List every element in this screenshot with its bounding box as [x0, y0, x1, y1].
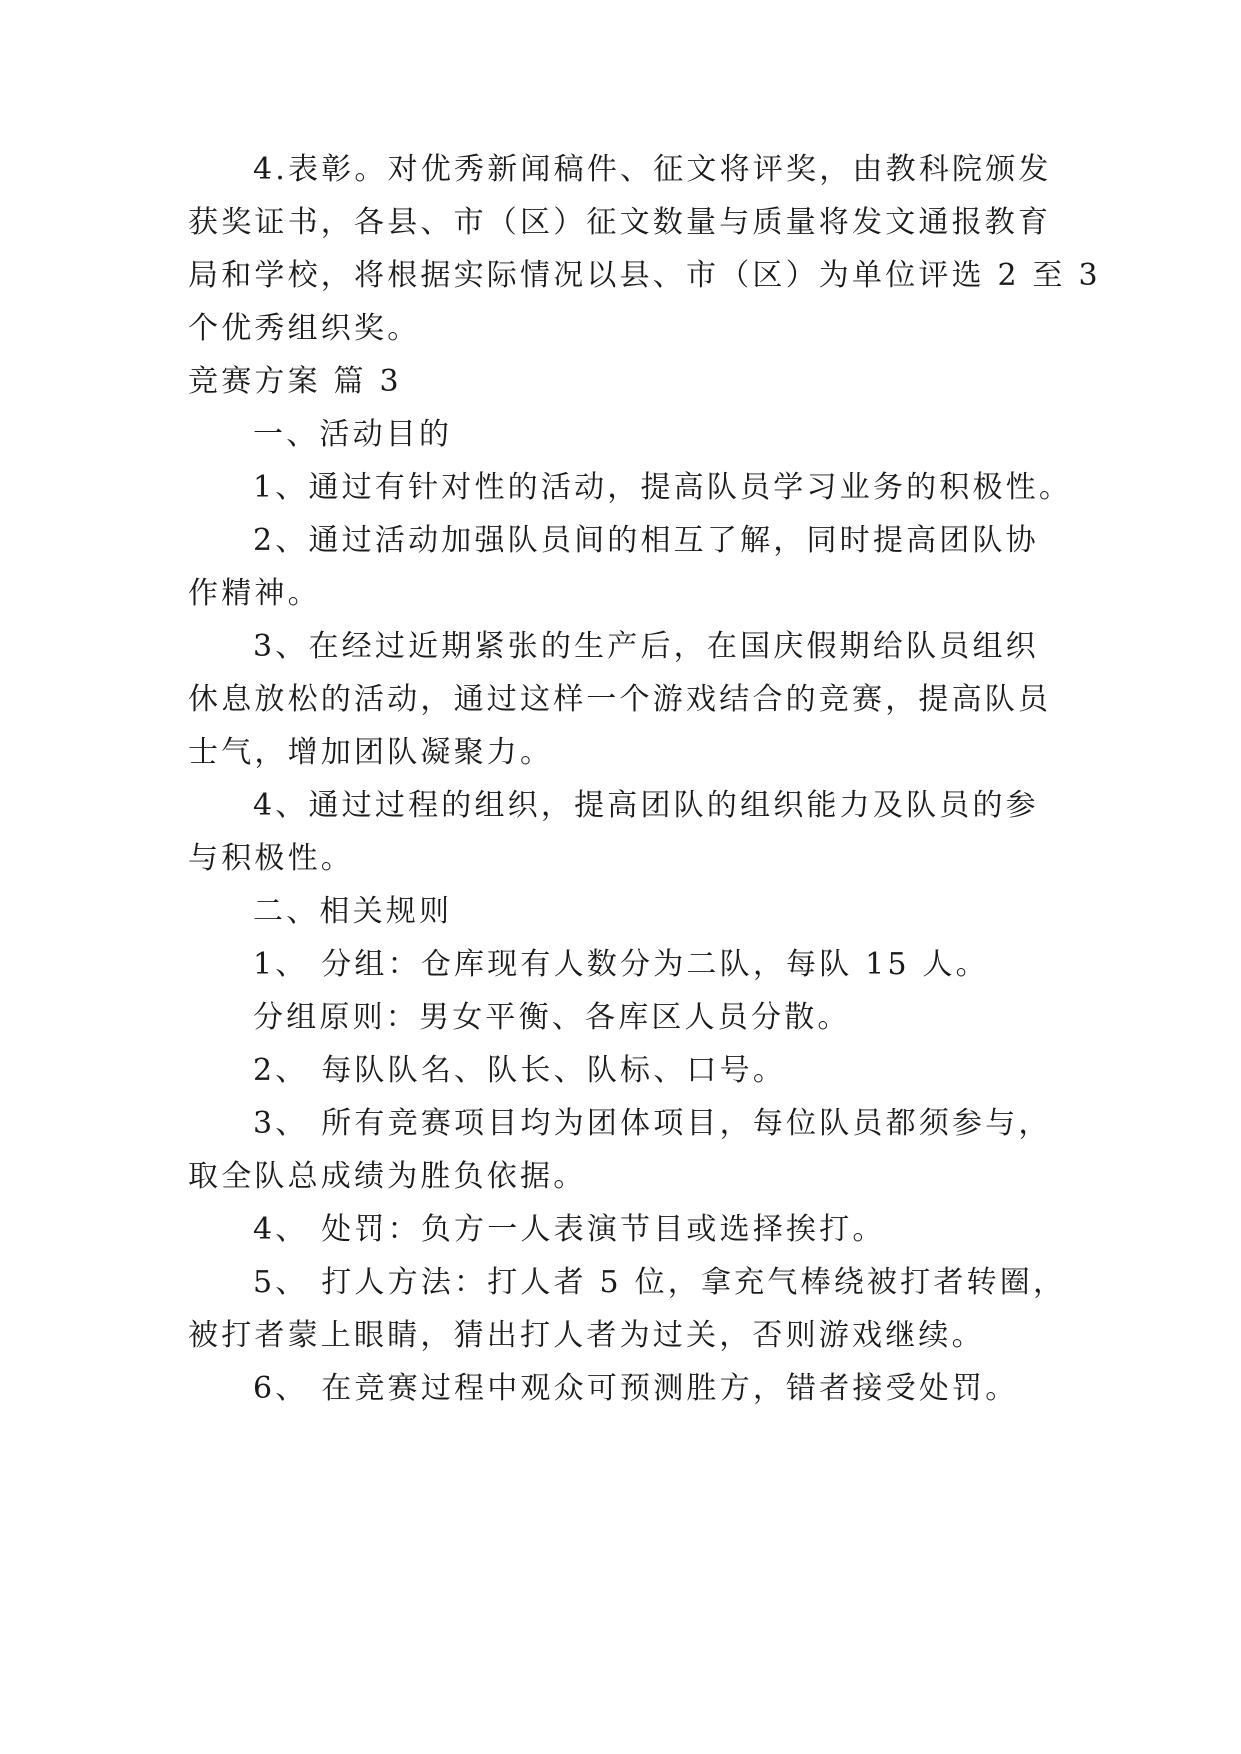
- text-line: 4.表彰。对优秀新闻稿件、征文将评奖，由教科院颁发: [253, 152, 1052, 187]
- text-line: 个优秀组织奖。: [188, 311, 421, 346]
- text-line: 6、 在竞赛过程中观众可预测胜方，错者接受处罚。: [253, 1371, 1019, 1406]
- text-line: 2、通过活动加强队员间的相互了解，同时提高团队协: [253, 523, 1039, 558]
- text-line: 5、 打人方法：打人者 5 位，拿充气棒绕被打者转圈，: [253, 1265, 1067, 1300]
- text-line: 局和学校，将根据实际情况以县、市（区）为单位评选 2 至 3: [188, 258, 1101, 293]
- text-line: 被打者蒙上眼睛，猜出打人者为过关，否则游戏继续。: [188, 1318, 985, 1353]
- section-heading: 竞赛方案 篇 3: [188, 364, 402, 399]
- text-line: 3、在经过近期紧张的生产后，在国庆假期给队员组织: [253, 629, 1039, 664]
- text-line: 士气，增加团队凝聚力。: [188, 735, 554, 770]
- text-line: 2、 每队队名、队长、队标、口号。: [253, 1053, 787, 1088]
- text-line: 作精神。: [188, 576, 321, 611]
- text-line: 获奖证书，各县、市（区）征文数量与质量将发文通报教育: [188, 205, 1052, 240]
- text-line: 1、 分组：仓库现有人数分为二队，每队 15 人。: [253, 947, 989, 982]
- subsection-heading: 二、相关规则: [253, 894, 453, 929]
- text-line: 4、通过过程的组织，提高团队的组织能力及队员的参: [253, 788, 1039, 823]
- text-line: 休息放松的活动，通过这样一个游戏结合的竞赛，提高队员: [188, 682, 1052, 717]
- text-line: 4、 处罚：负方一人表演节目或选择挨打。: [253, 1212, 886, 1247]
- text-line: 与积极性。: [188, 841, 354, 876]
- text-line: 取全队总成绩为胜负依据。: [188, 1159, 587, 1194]
- text-line: 分组原则：男女平衡、各库区人员分散。: [253, 1000, 851, 1035]
- text-line: 1、通过有针对性的活动，提高队员学习业务的积极性。: [253, 470, 1073, 505]
- subsection-heading: 一、活动目的: [253, 417, 453, 452]
- text-line: 3、 所有竞赛项目均为团体项目，每位队员都须参与，: [253, 1106, 1052, 1141]
